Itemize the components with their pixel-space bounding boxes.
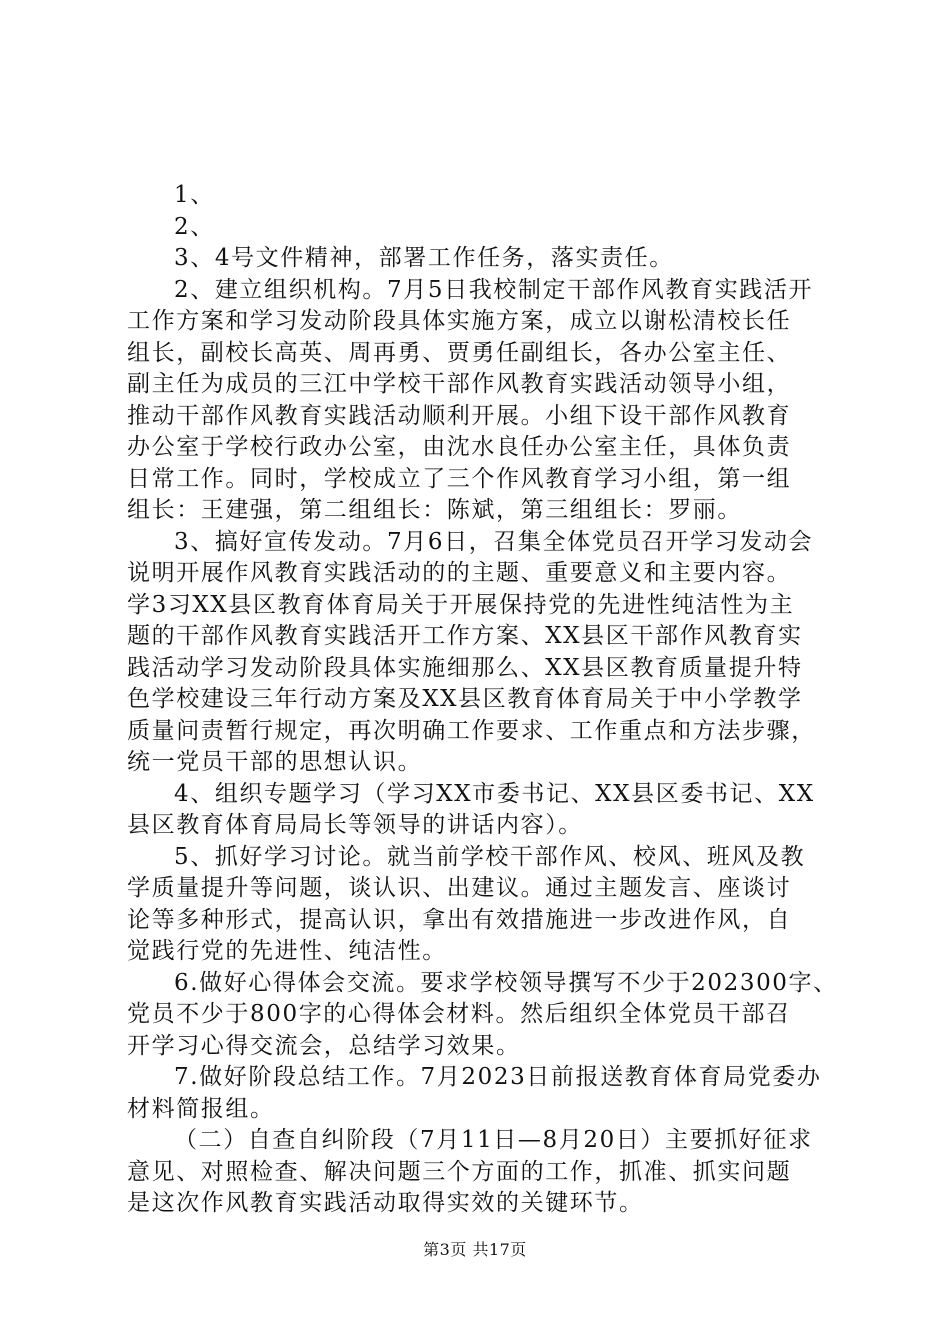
paragraph-study-discussion: 5、抓好学习讨论。就当前学校干部作风、校风、班风及教 [174, 844, 806, 870]
paragraph-line: 组长：王建强，第二组组长：陈斌，第三组组长：罗丽。 [127, 497, 742, 523]
paragraph-line: 觉践行党的先进性、纯洁性。 [127, 938, 447, 964]
paragraph-line: 践活动学习发动阶段具体实施细那么、XX县区教育质量提升特 [127, 655, 803, 681]
paragraph-line: 县区教育体育局局长等领导的讲话内容）。 [127, 812, 583, 838]
paragraph-establish-organization: 2、建立组织机构。7月5日我校制定干部作风教育实践活开 [174, 277, 814, 303]
paragraph-publicity: 3、搞好宣传发动。7月6日，召集全体党员召开学习发动会 [174, 529, 814, 555]
paragraph-line: 意见、对照检查、解决问题三个方面的工作，抓准、抓实问题 [127, 1159, 792, 1185]
paragraph-line: 质量问责暂行规定，再次明确工作要求、工作重点和方法步骤， [127, 718, 816, 744]
list-marker-1: 1、 [174, 182, 215, 208]
paragraph-line: 学3习XX县区教育体育局关于开展保持党的先进性纯洁性为主 [127, 592, 795, 618]
paragraph-line: 办公室于学校行政办公室，由沈水良任办公室主任，具体负责 [127, 434, 792, 460]
paragraph-line: 论等多种形式，提高认识，拿出有效措施进一步改进作风，自 [127, 907, 792, 933]
paragraph-experience-exchange: 6.做好心得体会交流。要求学校领导撰写不少于202300字、 [174, 970, 838, 996]
paragraph-line: 党员不少于800字的心得体会材料。然后组织全体党员干部召 [127, 1001, 791, 1027]
paragraph-special-study: 4、组织专题学习（学习XX市委书记、XX县区委书记、XX [174, 781, 815, 807]
list-marker-2: 2、 [174, 214, 215, 240]
paragraph-line: 说明开展作风教育实践活动的的主题、重要意义和主要内容。 [127, 560, 792, 586]
paragraph-line: 是这次作风教育实践活动取得实效的关键环节。 [127, 1190, 644, 1216]
paragraph-stage-summary: 7.做好阶段总结工作。7月2023日前报送教育体育局党委办 [174, 1064, 822, 1090]
page-number-footer: 第3页 共17页 [423, 1240, 527, 1259]
paragraph-line: 3、4号文件精神，部署工作任务，落实责任。 [174, 245, 674, 271]
paragraph-line: 统一党员干部的思想认识。 [127, 749, 423, 775]
paragraph-line: 副主任为成员的三江中学校干部作风教育实践活动领导小组， [127, 371, 792, 397]
paragraph-line: 推动干部作风教育实践活动顺利开展。小组下设干部作风教育 [127, 403, 792, 429]
paragraph-line: 日常工作。同时，学校成立了三个作风教育学习小组，第一组 [127, 466, 792, 492]
paragraph-self-inspection-stage: （二）自查自纠阶段（7月11日—8月20日）主要抓好征求 [174, 1127, 813, 1153]
paragraph-line: 材料简报组。 [127, 1096, 275, 1122]
paragraph-line: 色学校建设三年行动方案及XX县区教育体育局关于中小学教学 [127, 686, 803, 712]
paragraph-line: 组长，副校长高英、周再勇、贾勇任副组长，各办公室主任、 [127, 340, 792, 366]
paragraph-line: 开学习心得交流会，总结学习效果。 [127, 1033, 521, 1059]
paragraph-line: 学质量提升等问题，谈认识、出建议。通过主题发言、座谈讨 [127, 875, 792, 901]
paragraph-line: 题的干部作风教育实践活开工作方案、XX县区干部作风教育实 [127, 623, 803, 649]
paragraph-line: 工作方案和学习发动阶段具体实施方案，成立以谢松清校长任 [127, 308, 792, 334]
